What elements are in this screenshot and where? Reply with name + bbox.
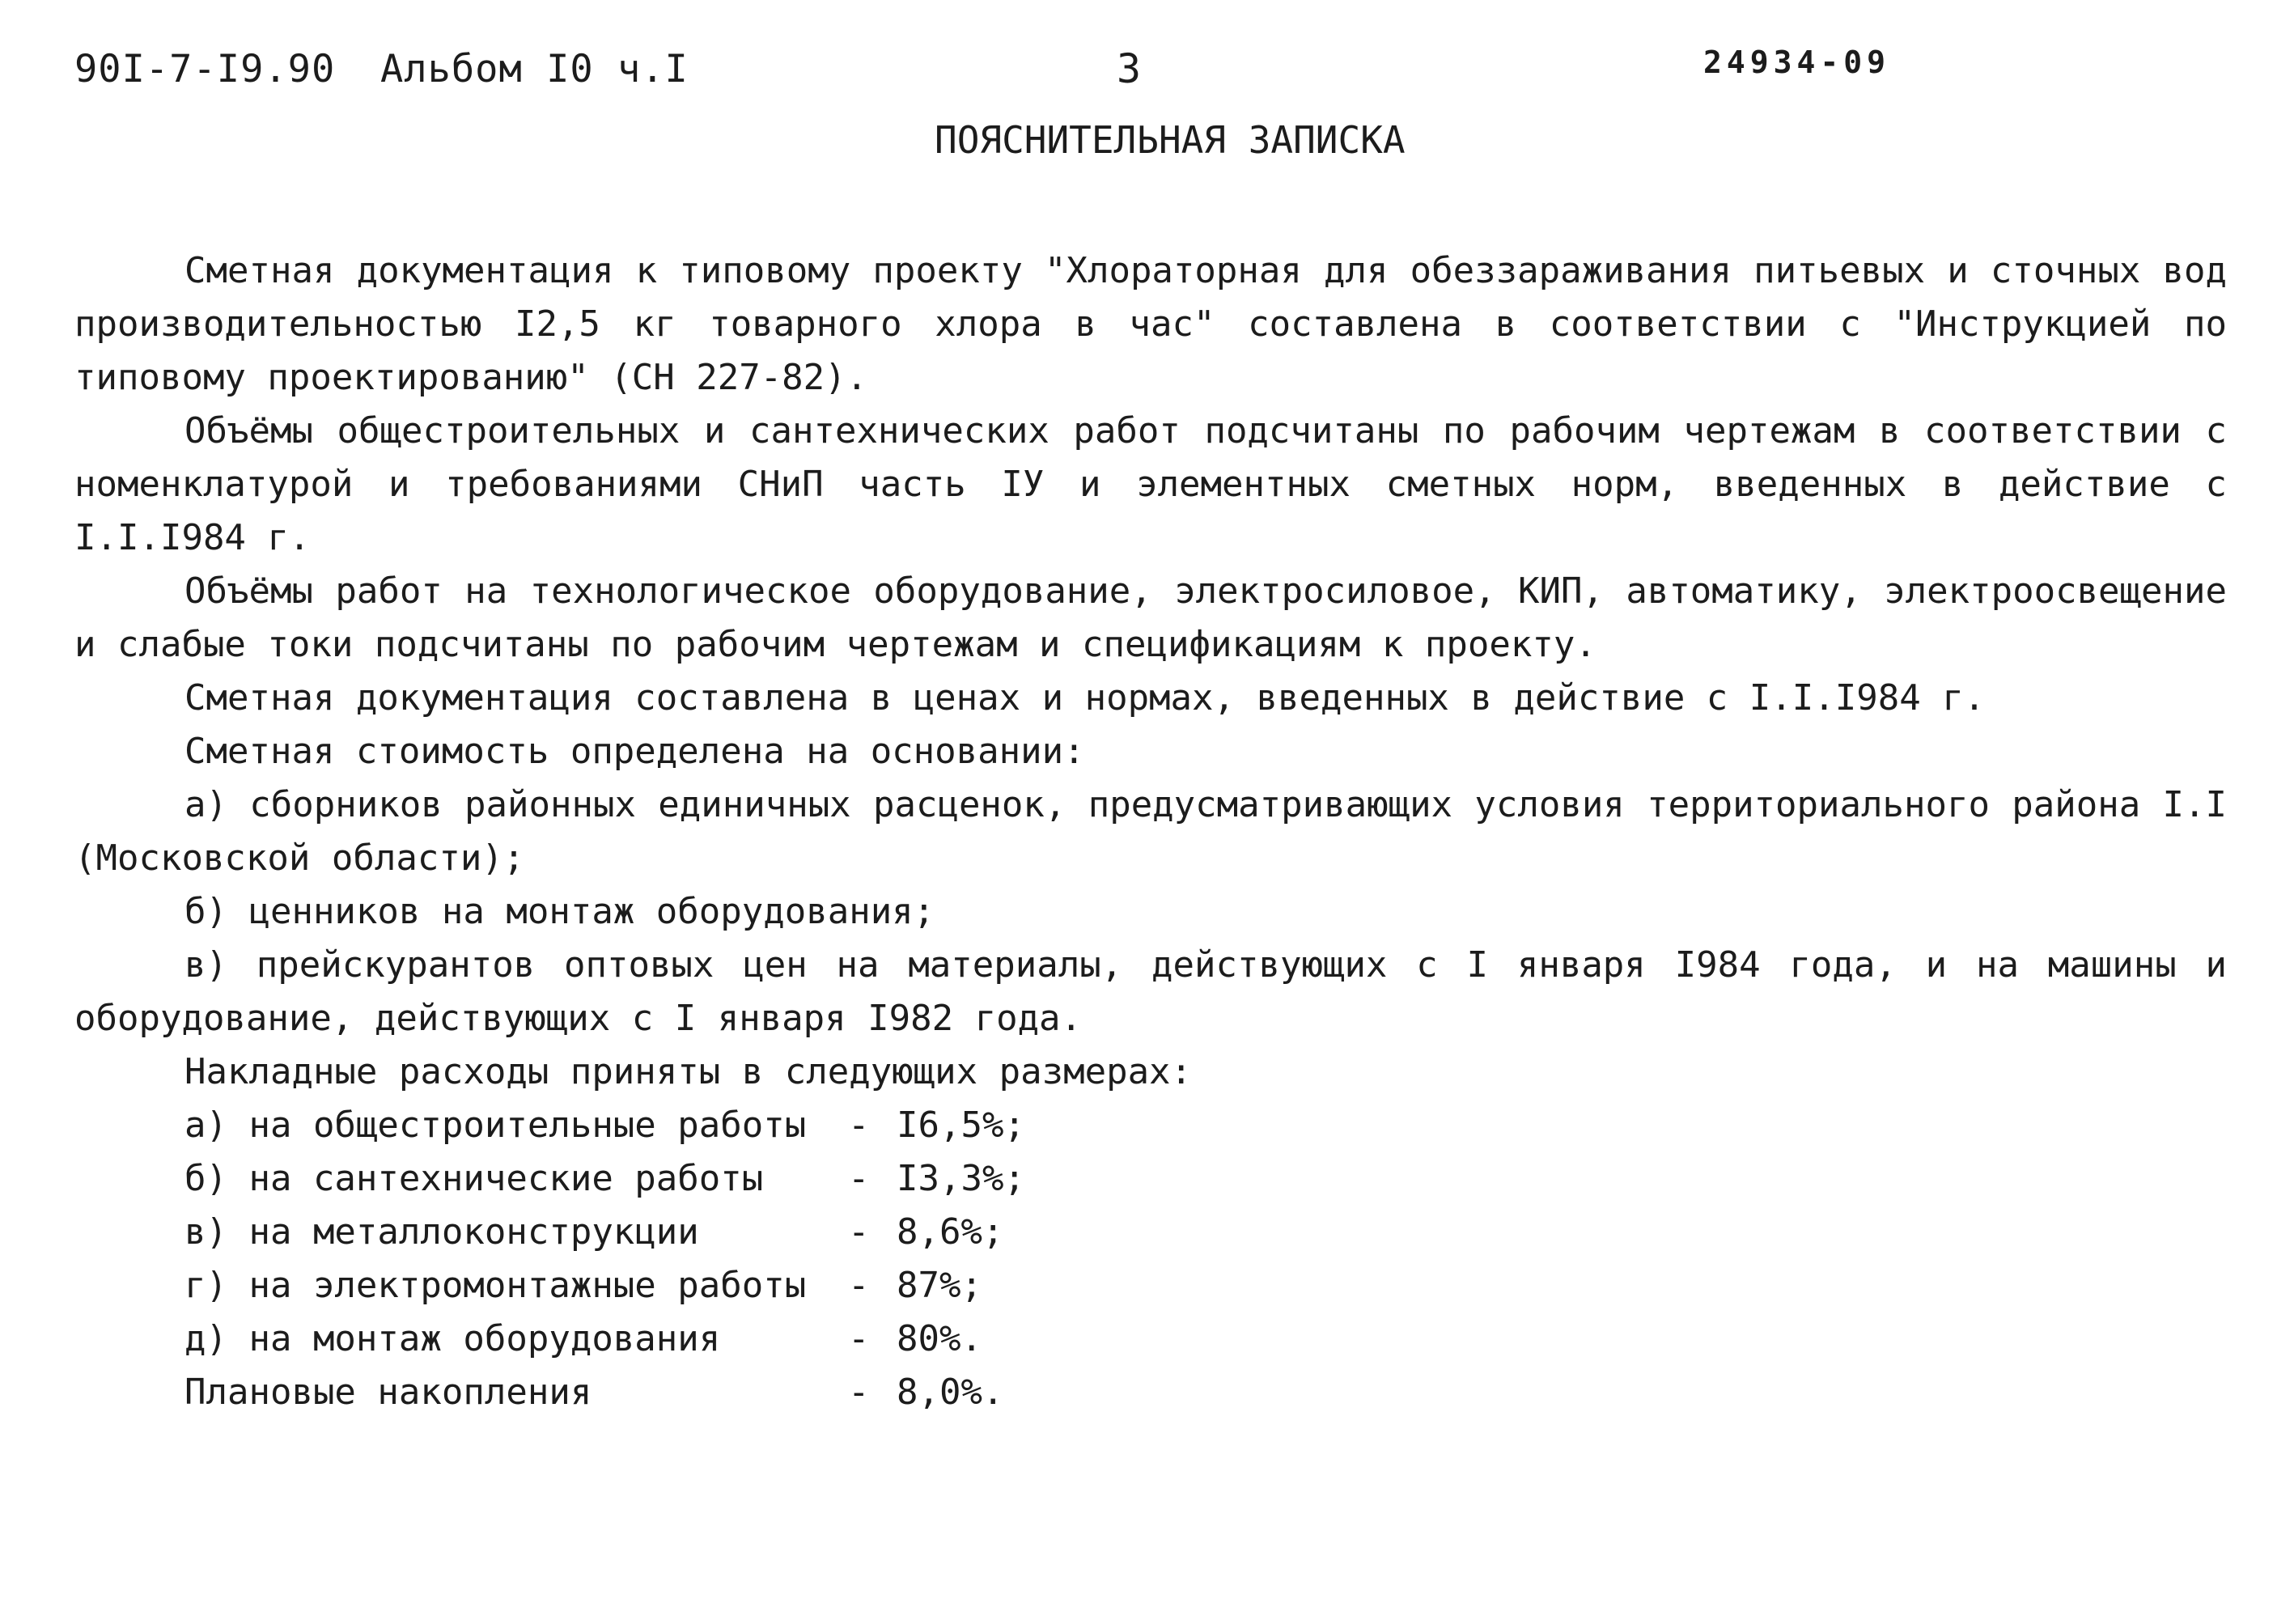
- rate-row: [184, 1259, 1025, 1312]
- rate-value: 8,6%;: [897, 1211, 1004, 1253]
- rate-dash: -: [848, 1265, 870, 1306]
- rate-value: 87%;: [897, 1265, 982, 1306]
- paragraph-intro: Сметная документация к типовому проекту "Хлораторная для обеззараживания питьевых и сточных вод производительностью I2,5 кг товарного хлора в час" составлена в соответствии с "Инструкцией по типовому проектированию" (СН 227-82).: [74, 250, 2227, 398]
- paragraph-item-b: б) ценников на монтаж оборудования;: [184, 891, 935, 932]
- rate-value: I3,3%;: [897, 1158, 1025, 1199]
- paragraph-cost-basis: Сметная стоимость определена на основании:: [184, 731, 1085, 772]
- rate-label: г) на электромонтажные работы: [184, 1265, 807, 1306]
- rate-dash: -: [848, 1318, 870, 1359]
- paragraph-construction-volumes: Объёмы общестроительных и сантехнических работ подсчитаны по рабочим чертежам в соответствии с номенклатурой и требованиями СНиП часть IУ и элементных сметных норм, введенных в действие с I.I.I984 г.: [74, 410, 2227, 558]
- document-title: ПОЯСНИТЕЛЬНАЯ ЗАПИСКА: [935, 118, 1406, 162]
- rate-dash: -: [848, 1105, 870, 1146]
- explanatory-note-body: [74, 244, 2227, 1099]
- paragraph-item-a: а) сборников районных единичных расценок, предусматривающих условия территориального района I.I (Московской области);: [74, 784, 2227, 879]
- rate-label: Плановые накопления: [184, 1372, 592, 1413]
- rate-dash: -: [848, 1211, 870, 1253]
- rate-row: [184, 1099, 1025, 1152]
- rate-row: [184, 1312, 1025, 1366]
- paragraph-item-v: в) прейскурантов оптовых цен на материалы, действующих с I января I984 года, и на машины и оборудование, действующих с I января I982 года.: [74, 944, 2227, 1039]
- rate-value: 80%.: [897, 1318, 982, 1359]
- rate-label: а) на общестроительные работы: [184, 1105, 807, 1146]
- rate-row: [184, 1206, 1025, 1259]
- album-label: Альбом I0 ч.I: [380, 47, 689, 91]
- rate-value: I6,5%;: [897, 1105, 1025, 1146]
- rate-row: [184, 1366, 1025, 1419]
- rate-dash: -: [848, 1158, 870, 1199]
- page-number: 3: [1117, 45, 1143, 92]
- rate-label: в) на металлоконструкции: [184, 1211, 699, 1253]
- rate-label: б) на сантехнические работы: [184, 1158, 764, 1199]
- rate-dash: -: [848, 1372, 870, 1413]
- paragraph-equipment-volumes: Объёмы работ на технологическое оборудование, электросиловое, КИП, автоматику, электроосвещение и слабые токи подсчитаны по рабочим чертежам и спецификациям к проекту.: [74, 570, 2227, 665]
- inventory-stamp: 24934-09: [1703, 45, 1891, 80]
- overhead-rates-list: [184, 1099, 1025, 1419]
- rate-value: 8,0%.: [897, 1372, 1004, 1413]
- rate-label: д) на монтаж оборудования: [184, 1318, 721, 1359]
- rate-row: [184, 1152, 1025, 1206]
- paragraph-prices: Сметная документация составлена в ценах и нормах, введенных в действие с I.I.I984 г.: [184, 677, 1986, 719]
- paragraph-overheads: Накладные расходы приняты в следующих размерах:: [184, 1051, 1193, 1092]
- document-code: 90I-7-I9.90: [74, 47, 336, 91]
